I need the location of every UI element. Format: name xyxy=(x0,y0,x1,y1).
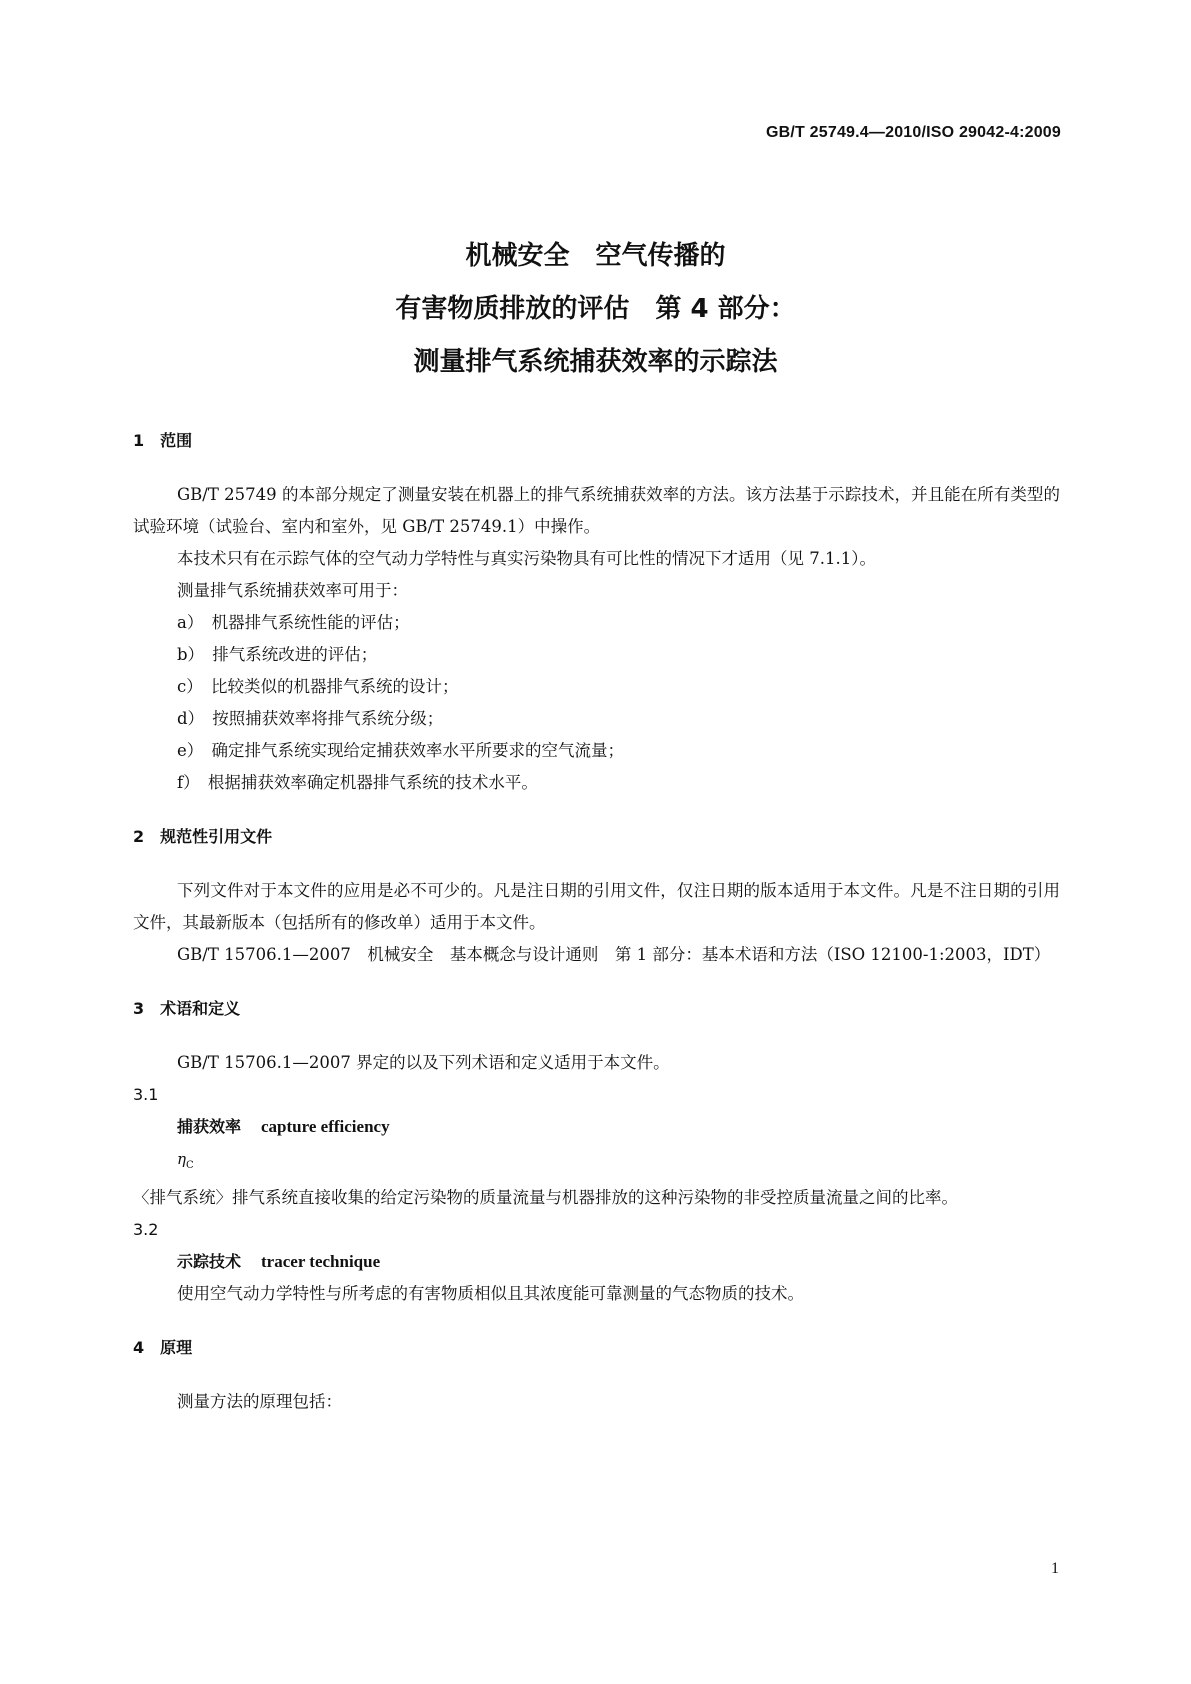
section-1-paragraph-3: 测量排气系统捕获效率可用于： xyxy=(177,581,408,600)
term-3-2 xyxy=(133,1246,1060,1278)
list-item-f: f） 根据捕获效率确定机器排气系统的技术水平。 xyxy=(177,773,538,792)
list-item-e: e） 确定排气系统实现给定捕获效率水平所要求的空气流量； xyxy=(177,741,625,760)
title-line-1: 机械安全 空气传播的 xyxy=(465,241,726,271)
page-number: 1 xyxy=(1051,1560,1059,1577)
symbol-eta: η xyxy=(177,1150,186,1168)
list-item-d: d） 按照捕获效率将排气系统分级； xyxy=(177,709,444,728)
document-body xyxy=(133,425,1060,1418)
section-3-paragraph-1: GB/T 15706.1—2007 界定的以及下列术语和定义适用于本文件。 xyxy=(177,1053,670,1072)
term-3-2-number: 3.2 xyxy=(133,1220,159,1239)
term-3-2-definition: 使用空气动力学特性与所考虑的有害物质相似且其浓度能可靠测量的气态物质的技术。 xyxy=(177,1284,804,1303)
list-item-c: c） 比较类似的机器排气系统的设计； xyxy=(177,677,459,696)
section-1-heading: 1 范围 xyxy=(133,431,193,450)
term-3-1-chinese: 捕获效率 xyxy=(177,1117,242,1136)
section-2-heading: 2 规范性引用文件 xyxy=(133,827,273,846)
section-2-paragraph-1: 下列文件对于本文件的应用是必不可少的。凡是注日期的引用文件，仅注日期的版本适用于本文件。凡是不注日期的引用文件，其最新版本（包括所有的修改单）适用于本文件。 xyxy=(133,881,1060,932)
list-item-b: b） 排气系统改进的评估； xyxy=(177,645,378,664)
symbol-subscript: C xyxy=(186,1160,194,1171)
term-3-1-symbol xyxy=(133,1143,1060,1182)
section-4-paragraph-1: 测量方法的原理包括： xyxy=(177,1392,342,1411)
term-3-2-english: tracer technique xyxy=(261,1252,381,1271)
term-3-1 xyxy=(133,1111,1060,1143)
standard-code: GB/T 25749.4—2010/ISO 29042-4:2009 xyxy=(766,124,1061,141)
term-3-2-chinese: 示踪技术 xyxy=(177,1252,242,1271)
document-title xyxy=(0,230,1191,389)
section-1-paragraph-1: GB/T 25749 的本部分规定了测量安装在机器上的排气系统捕获效率的方法。该方法基于示踪技术，并且能在所有类型的试验环境（试验台、室内和室外，见 GB/T 25749.1）中操作。 xyxy=(133,485,1060,536)
section-1-paragraph-2: 本技术只有在示踪气体的空气动力学特性与真实污染物具有可比性的情况下才适用（见 7.1.1）。 xyxy=(177,549,876,568)
title-line-3: 测量排气系统捕获效率的示踪法 xyxy=(413,347,778,377)
term-3-1-definition: 〈排气系统〉排气系统直接收集的给定污染物的质量流量与机器排放的这种污染物的非受控质量流量之间的比率。 xyxy=(133,1188,958,1207)
section-2-reference: GB/T 15706.1—2007 机械安全 基本概念与设计通则 第 1 部分：基本术语和方法（ISO 12100-1:2003，IDT） xyxy=(177,945,1051,964)
term-3-1-number: 3.1 xyxy=(133,1085,159,1104)
term-3-1-english: capture efficiency xyxy=(261,1117,390,1136)
title-line-2: 有害物质排放的评估 第 4 部分： xyxy=(395,294,796,324)
section-4-heading: 4 原理 xyxy=(133,1338,193,1357)
section-3-heading: 3 术语和定义 xyxy=(133,999,241,1018)
list-item-a: a） 机器排气系统性能的评估； xyxy=(177,613,410,632)
